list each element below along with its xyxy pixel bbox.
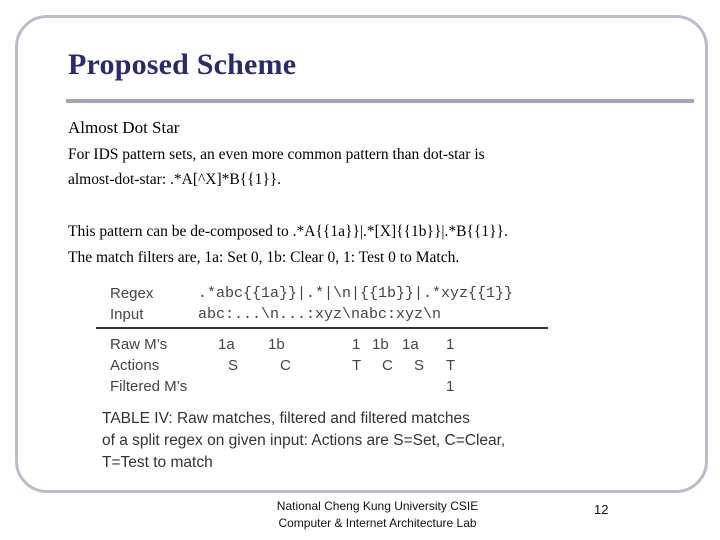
raw-match-cell: 1a	[402, 336, 419, 353]
raw-match-cell: 1b	[268, 336, 285, 353]
table-rule	[96, 327, 548, 329]
action-cell: T	[446, 357, 456, 374]
paragraph-2-line-1: This pattern can be de-composed to .*A{{1a}}|.*[X]{{1b}}|.*B{{1}}.	[68, 223, 508, 240]
input-label: Input	[110, 306, 144, 323]
page-number: 12	[594, 502, 609, 517]
raw-match-cell: 1a	[218, 336, 235, 353]
action-cell: S	[414, 357, 425, 374]
regex-value: .*abc{{1a}}|.*|\n|{{1b}}|.*xyz{{1}}	[198, 285, 514, 302]
table-caption-line-3: T=Test to match	[102, 454, 213, 471]
paragraph-2-line-2: The match filters are, 1a: Set 0, 1b: Clear 0, 1: Test 0 to Match.	[68, 249, 460, 266]
footer-line-2: Computer & Internet Architecture Lab	[278, 516, 477, 530]
raw-match-cell: 1b	[372, 336, 389, 353]
footer	[250, 498, 505, 532]
paragraph-1-line-1: For IDS pattern sets, an even more common pattern than dot-star is	[68, 146, 485, 163]
raw-matches-label: Raw M’s	[110, 336, 168, 353]
actions-label: Actions	[110, 357, 160, 374]
slide-title: Proposed Scheme	[68, 48, 297, 81]
action-cell: C	[382, 357, 393, 374]
table-caption-line-1: TABLE IV: Raw matches, filtered and filtered matches	[102, 410, 470, 427]
raw-match-cell: 1	[352, 336, 361, 353]
table-caption-line-2: of a split regex on given input: Actions are S=Set, C=Clear,	[102, 432, 506, 449]
title-underline	[66, 99, 694, 103]
footer-line-1: National Cheng Kung University CSIE	[276, 499, 479, 513]
paragraph-1-line-2: almost-dot-star: .*A[^X]*B{{1}}.	[68, 171, 282, 188]
action-cell: T	[352, 357, 362, 374]
action-cell: C	[280, 357, 291, 374]
raw-match-cell: 1	[446, 336, 455, 353]
action-cell: S	[228, 357, 239, 374]
input-value: abc:...\n...:xyz\nabc:xyz\n	[198, 306, 442, 323]
filtered-matches-label: Filtered M’s	[110, 378, 188, 395]
regex-table-figure	[96, 280, 556, 475]
filtered-match-cell: 1	[446, 378, 455, 395]
regex-label: Regex	[110, 285, 154, 302]
section-heading: Almost Dot Star	[68, 118, 180, 137]
